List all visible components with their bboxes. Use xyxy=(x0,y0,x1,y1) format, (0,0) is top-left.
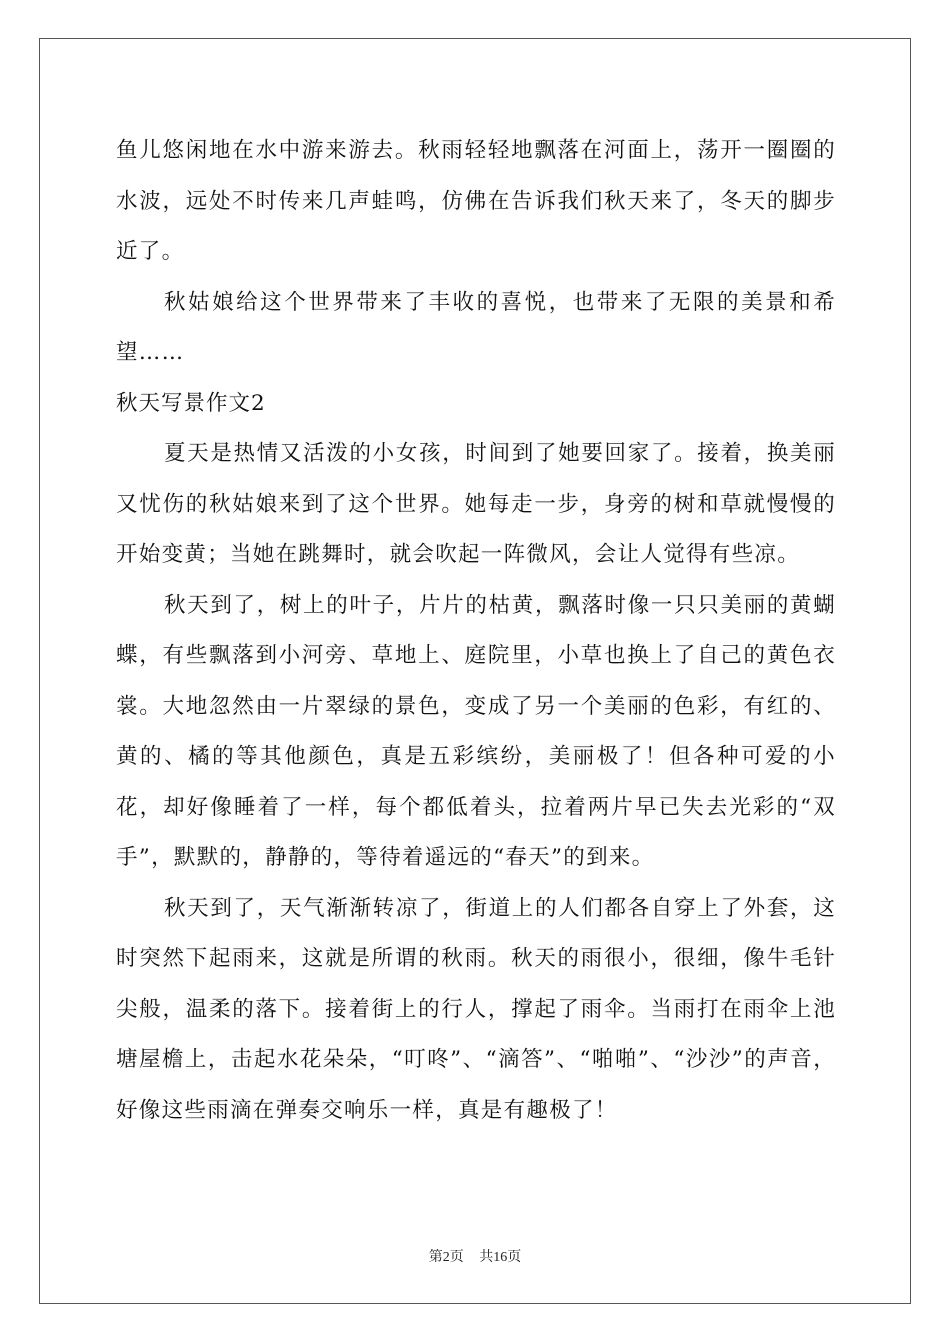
paragraph-continued: 鱼儿悠闲地在水中游来游去。秋雨轻轻地飘落在河面上，荡开一圈圈的水波，远处不时传来几声蛙鸣，仿佛在告诉我们秋天来了，冬天的脚步近了。 xyxy=(116,138,836,264)
paragraph: 秋天到了，树上的叶子，片片的枯黄，飘落时像一只只美丽的黄蝴蝶，有些飘落到小河旁、草地上、庭院里，小草也换上了自己的黄色衣裳。大地忽然由一片翠绿的景色，变成了另一个美丽的色彩，有红的、黄的、橘的等其他颜色，真是五彩缤纷，美丽极了！但各种可爱的小花，却好像睡着了一样，每个都低着头，拉着两片早已失去光彩的“双手”，默默的，静静的，等待着遥远的“春天”的到来。 xyxy=(116,592,836,870)
paragraph: 秋姑娘给这个世界带来了丰收的喜悦，也带来了无限的美景和希望…… xyxy=(116,289,836,365)
section-heading: 秋天写景作文2 xyxy=(116,390,266,416)
document-body xyxy=(116,126,836,1136)
paragraph: 秋天到了，天气渐渐转凉了，街道上的人们都各自穿上了外套，这时突然下起雨来，这就是所谓的秋雨。秋天的雨很小，很细，像牛毛针尖般，温柔的落下。接着街上的行人，撑起了雨伞。当雨打在雨伞上池塘屋檐上，击起水花朵朵，“叮咚”、“滴答”、“啪啪”、“沙沙”的声音，好像这些雨滴在弹奏交响乐一样，真是有趣极了！ xyxy=(116,895,836,1123)
page-total: 共16页 xyxy=(479,1250,522,1265)
page-footer xyxy=(0,1246,950,1266)
page-number: 第2页 xyxy=(428,1250,464,1265)
paragraph: 夏天是热情又活泼的小女孩，时间到了她要回家了。接着，换美丽又忧伤的秋姑娘来到了这个世界。她每走一步，身旁的树和草就慢慢的开始变黄；当她在跳舞时，就会吹起一阵微风，会让人觉得有些凉。 xyxy=(116,441,836,567)
